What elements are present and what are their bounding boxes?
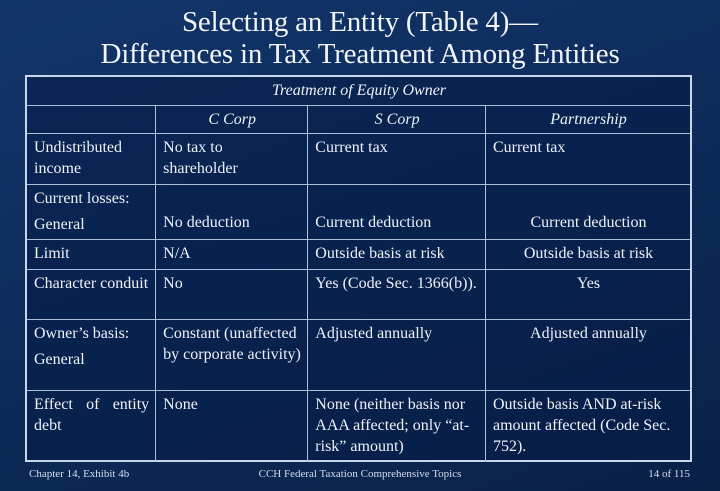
column-header-blank	[27, 105, 156, 133]
footer-course-title: CCH Federal Taxation Comprehensive Topics	[258, 468, 462, 480]
cell-partnership: Outside basis at risk	[485, 239, 690, 269]
cell-partnership: Adjusted annually	[485, 319, 690, 390]
slide-title-line-1: Selecting an Entity (Table 4)—	[182, 6, 538, 38]
cell-s-corp: Current tax	[308, 133, 486, 184]
cell-c-corp: No tax to shareholder	[156, 133, 308, 184]
table-row	[27, 133, 690, 184]
cell-c-corp: No	[156, 269, 308, 319]
slide-title	[0, 6, 720, 70]
column-header-row	[27, 105, 690, 133]
row-label: Limit	[27, 239, 156, 269]
row-label-line-2: General	[34, 350, 85, 368]
slide-title-line-2: Differences in Tax Treatment Among Entities	[100, 38, 620, 70]
row-label: Undistributed income	[27, 133, 156, 184]
comparison-table	[27, 77, 690, 462]
table-row	[27, 319, 690, 390]
cell-c-corp: None	[156, 390, 308, 462]
cell-s-corp: Outside basis at risk	[308, 239, 486, 269]
cell-c-corp: N/A	[156, 239, 308, 269]
table-caption-row	[27, 77, 690, 105]
cell-s-corp	[308, 184, 486, 239]
tax-treatment-table	[25, 75, 692, 462]
column-header-s-corp: S Corp	[308, 105, 486, 133]
cell-c-corp-text: No deduction	[163, 213, 250, 231]
cell-partnership	[485, 184, 690, 239]
row-label: Character conduit	[27, 269, 156, 319]
row-label-line-2: General	[34, 215, 85, 233]
row-label-line-1: Owner’s basis:	[34, 324, 130, 342]
table-row	[27, 390, 690, 462]
table-row	[27, 269, 690, 319]
cell-c-corp	[156, 184, 308, 239]
row-label	[27, 184, 156, 239]
column-header-partnership: Partnership	[485, 105, 690, 133]
table-row	[27, 239, 690, 269]
cell-s-corp: None (neither basis nor AAA affected; only “at-risk” amount)	[308, 390, 486, 462]
table-row	[27, 184, 690, 239]
column-header-c-corp: C Corp	[156, 105, 308, 133]
cell-partnership-text: Current deduction	[530, 213, 647, 231]
cell-c-corp: Constant (unaffected by corporate activity)	[156, 319, 308, 390]
row-label	[27, 319, 156, 390]
cell-s-corp: Adjusted annually	[308, 319, 486, 390]
table-caption: Treatment of Equity Owner	[27, 77, 690, 105]
row-label-line-1: Current losses:	[34, 189, 130, 207]
cell-partnership: Current tax	[485, 133, 690, 184]
cell-s-corp: Yes (Code Sec. 1366(b)).	[308, 269, 486, 319]
footer-page-number: 14 of 115	[648, 468, 690, 480]
footer-chapter: Chapter 14, Exhibit 4b	[29, 468, 130, 480]
cell-s-corp-text: Current deduction	[315, 213, 432, 231]
row-label: Effect of entity debt	[27, 390, 156, 462]
cell-partnership: Yes	[485, 269, 690, 319]
cell-partnership: Outside basis AND at-risk amount affected (Code Sec. 752).	[485, 390, 690, 462]
